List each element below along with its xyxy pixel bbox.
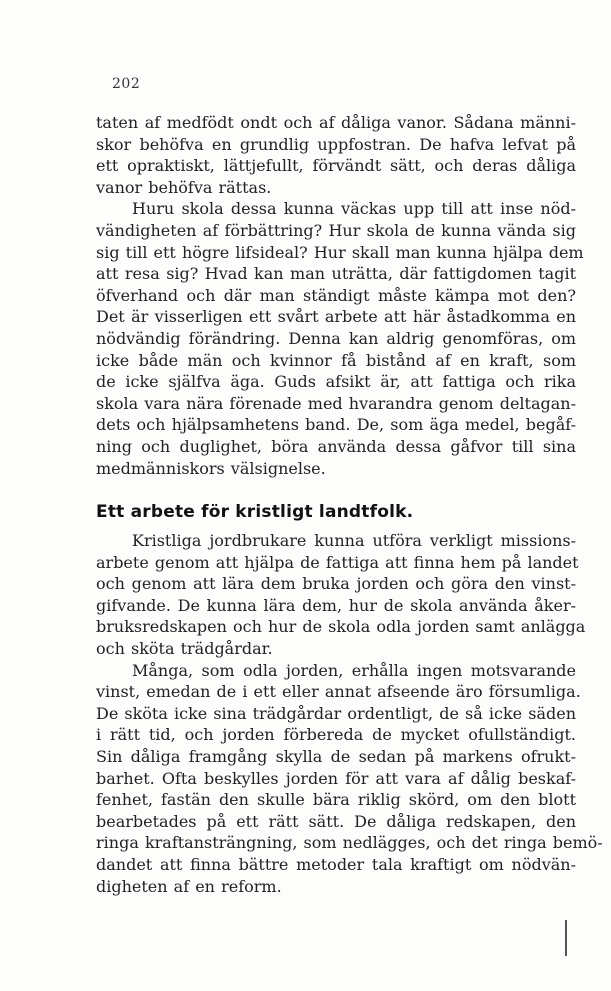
text-line: ett opraktiskt, lättjefullt, förvändt sätt, och deras dåliga [96, 156, 576, 176]
text-line: taten af medfödt ondt och af dåliga vanor. Sådana männi- [96, 113, 576, 132]
text-line: arbete genom att hjälpa de fattiga att finna hem på landet [96, 552, 579, 572]
text-line: ringa kraftansträngning, som nedlägges, och det ringa bemö- [96, 833, 603, 853]
section-heading: Ett arbete för kristligt landtfolk. [96, 502, 414, 522]
text-line: Många, som odla jorden, erhålla ingen motsvarande [132, 660, 576, 680]
paragraph-block-2 [96, 530, 603, 897]
page-number: 202 [112, 76, 141, 92]
text-line: att resa sig? Hvad kan man uträtta, där fattigdomen tagit [96, 264, 576, 284]
text-line: vinst, emedan de i ett eller annat afseende äro försumliga. [96, 682, 581, 702]
text-line: bearbetades på ett rätt sätt. De dåliga redskapen, den [96, 811, 576, 831]
text-line: vändigheten af förbättring? Hur skola de kunna vända sig [96, 220, 576, 240]
text-line: gifvande. De kunna lära dem, hur de skola använda åker- [96, 595, 576, 615]
text-line: Kristliga jordbrukare kunna utföra verkligt missions- [132, 531, 576, 550]
text-line: skola vara nära förenade med hvarandra genom deltagan- [96, 393, 576, 413]
text-line: nödvändig förändring. Denna kan aldrig genomföras, om [96, 328, 576, 348]
text-line: de icke själfva äga. Guds afsikt är, att fattiga och rika [96, 372, 576, 392]
text-line: fenhet, fastän den skulle bära riklig skörd, om den blott [96, 790, 576, 810]
text-line: dandet att finna bättre metoder tala kraftigt om nödvän- [96, 854, 576, 874]
text-line: sig till ett högre lifsideal? Hur skall man kunna hjälpa dem [96, 242, 584, 262]
text-line: öfverhand och där man ständigt måste kämpa mot den? [96, 285, 576, 305]
text-line: bruksredskapen och hur de skola odla jorden samt anlägga [96, 617, 586, 637]
paragraph-block-1 [96, 112, 584, 479]
text-line: Det är visserligen ett svårt arbete att här åstadkomma en [96, 307, 576, 327]
text-line: dets och hjälpsamhetens band. De, som äga medel, begåf- [96, 415, 576, 435]
text-line: i rätt tid, och jorden förbereda de mycket ofullständigt. [96, 725, 576, 745]
text-line: De sköta icke sina trädgårdar ordentligt, de så icke säden [96, 703, 576, 723]
text-line: barhet. Ofta beskylles jorden för att vara af dålig beskaf- [96, 768, 576, 788]
text-line: och genom att lära dem bruka jorden och göra den vinst- [96, 574, 576, 594]
text-line: och sköta trädgårdar. [96, 638, 273, 658]
text-line: ning och duglighet, böra använda dessa gåfvor till sina [96, 436, 576, 456]
text-line: skor behöfva en grundlig uppfostran. De hafva lefvat på [96, 134, 576, 154]
text-line: Sin dåliga framgång skylla de sedan på markens ofrukt- [96, 746, 576, 766]
text-line: digheten af en reform. [96, 876, 282, 896]
text-line: Huru skola dessa kunna väckas upp till att inse nöd- [132, 199, 576, 219]
text-line: icke både män och kvinnor få bistånd af en kraft, som [96, 350, 576, 370]
margin-mark [565, 920, 567, 956]
text-line: medmänniskors välsignelse. [96, 458, 326, 478]
text-line: vanor behöfva rättas. [96, 177, 272, 197]
